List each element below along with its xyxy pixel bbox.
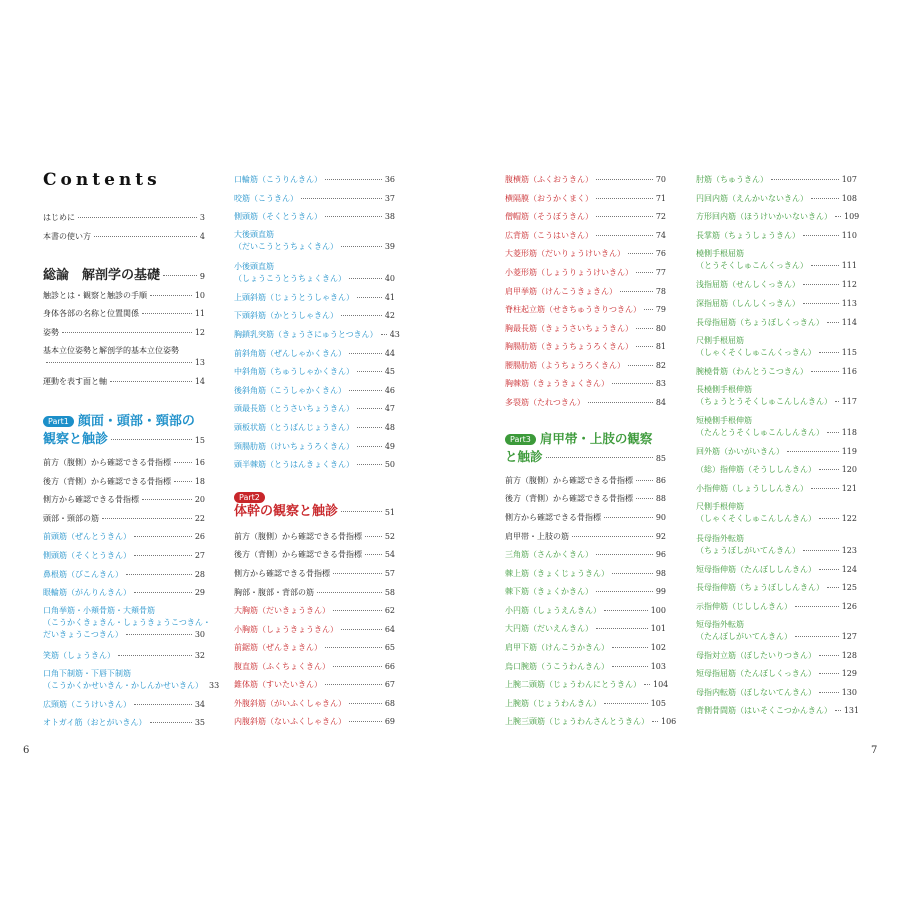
toc-entry[interactable]: 身体各部の名称と位置関係 11 bbox=[43, 309, 205, 318]
toc-entry[interactable]: 頭部・頸部の筋 22 bbox=[43, 514, 205, 523]
toc-entry-muscle[interactable]: 多裂筋（たれつきん） 84 bbox=[505, 398, 666, 407]
part1-badge: Part1 bbox=[43, 416, 74, 427]
toc-entry-muscle[interactable]: 頭板状筋（とうばんじょうきん） 48 bbox=[234, 423, 395, 432]
toc-entry-muscle[interactable]: 棘下筋（きょくかきん） 99 bbox=[505, 587, 666, 596]
toc-entry-muscle[interactable]: 母指対立筋（ぼしたいりつきん） 128 bbox=[696, 651, 857, 660]
toc-entry-muscle[interactable]: 側頭筋（そくとうきん） 27 bbox=[43, 551, 205, 560]
toc-entry-muscle[interactable]: 鼻根筋（びこんきん） 28 bbox=[43, 570, 205, 579]
toc-entry-muscle[interactable]: 腕橈骨筋（わんとうこつきん） 116 bbox=[696, 367, 857, 376]
toc-entry-muscle[interactable]: 広頸筋（こうけいきん） 34 bbox=[43, 700, 205, 709]
toc-entry[interactable]: 運動を表す面と軸 14 bbox=[43, 377, 205, 386]
toc-entry-muscle[interactable]: 腹横筋（ふくおうきん） 70 bbox=[505, 175, 666, 184]
toc-entry[interactable]: 姿勢 12 bbox=[43, 328, 205, 337]
toc-entry-muscle[interactable]: （総）指伸筋（そうししんきん） 120 bbox=[696, 465, 857, 474]
toc-entry-muscle[interactable]: 尺側手根伸筋 （しゃくそくしゅこんしんきん） 122 bbox=[696, 502, 857, 523]
toc-entry-muscle[interactable]: 浅指屈筋（せんしくっきん） 112 bbox=[696, 280, 857, 289]
toc-entry-muscle[interactable]: 広背筋（こうはいきん） 74 bbox=[505, 231, 666, 240]
part2-badge: Part2 bbox=[234, 492, 265, 503]
toc-entry-muscle[interactable]: 胸棘筋（きょうきょくきん） 83 bbox=[505, 379, 666, 388]
toc-entry-muscle[interactable]: 外腹斜筋（がいふくしゃきん） 68 bbox=[234, 699, 395, 708]
toc-entry-muscle[interactable]: 深指屈筋（しんしくっきん） 113 bbox=[696, 299, 857, 308]
toc-entry-muscle[interactable]: 横隔膜（おうかくまく） 71 bbox=[505, 194, 666, 203]
part1-heading[interactable]: Part1 顔面・頭部・頸部の 観察と触診 15 bbox=[43, 414, 205, 447]
toc-entry-muscle[interactable]: 前斜角筋（ぜんしゃかくきん） 44 bbox=[234, 349, 395, 358]
toc-entry-muscle[interactable]: 上腕二頭筋（じょうわんにとうきん） 104 bbox=[505, 680, 669, 689]
toc-entry-muscle[interactable]: 口輪筋（こうりんきん） 36 bbox=[234, 175, 395, 184]
toc-entry-muscle[interactable]: 頭半棘筋（とうはんきょくきん） 50 bbox=[234, 460, 395, 469]
toc-entry-muscle[interactable]: 側頭筋（そくとうきん） 38 bbox=[234, 212, 395, 221]
toc-entry-muscle[interactable]: 三角筋（さんかくきん） 96 bbox=[505, 550, 666, 559]
toc-entry[interactable]: 前方（腹側）から確認できる骨指標 86 bbox=[505, 476, 666, 485]
toc-entry-muscle[interactable]: 口角挙筋・小頬骨筋・大頬骨筋 （こうかくきょきん・しょうきょうこつきん・ だいきょうこつきん） 30 bbox=[43, 606, 211, 639]
toc-entry[interactable]: 前方（腹側）から確認できる骨指標 52 bbox=[234, 532, 395, 541]
toc-entry-muscle[interactable]: オトガイ筋（おとがいきん） 35 bbox=[43, 718, 205, 727]
toc-entry-muscle[interactable]: 胸鎖乳突筋（きょうさにゅうとつきん） 43 bbox=[234, 330, 400, 339]
toc-entry-muscle[interactable]: 上頭斜筋（じょうとうしゃきん） 41 bbox=[234, 293, 395, 302]
toc-entry-muscle[interactable]: 腰腸肋筋（ようちょうろくきん） 82 bbox=[505, 361, 666, 370]
contents-title: Contents bbox=[43, 170, 161, 190]
toc-entry-muscle[interactable]: 脊柱起立筋（せきちゅうきりつきん） 79 bbox=[505, 305, 666, 314]
toc-entry-muscle[interactable]: 肘筋（ちゅうきん） 107 bbox=[696, 175, 857, 184]
toc-entry-muscle[interactable]: 方形回内筋（ほうけいかいないきん） 109 bbox=[696, 212, 860, 221]
toc-entry-muscle[interactable]: 小胸筋（しょうきょうきん） 64 bbox=[234, 625, 395, 634]
toc-entry-muscle[interactable]: 腹直筋（ふくちょくきん） 66 bbox=[234, 662, 395, 671]
toc-entry-muscle[interactable]: 上腕三頭筋（じょうわんさんとうきん） 106 bbox=[505, 717, 677, 726]
toc-entry-muscle[interactable]: 後斜角筋（こうしゃかくきん） 46 bbox=[234, 386, 395, 395]
toc-entry-muscle[interactable]: 長母指屈筋（ちょうぼしくっきん） 114 bbox=[696, 318, 857, 327]
toc-entry-muscle[interactable]: 小指伸筋（しょうししんきん） 121 bbox=[696, 484, 857, 493]
toc-entry[interactable]: 触診とは・観察と触診の手順 10 bbox=[43, 291, 205, 300]
toc-entry-muscle[interactable]: 小後頭直筋 （しょうこうとうちょくきん） 40 bbox=[234, 262, 395, 283]
toc-entry-muscle[interactable]: 尺側手根屈筋 （しゃくそくしゅこんくっきん） 115 bbox=[696, 336, 857, 357]
toc-entry-muscle[interactable]: 肩甲挙筋（けんこうきょきん） 78 bbox=[505, 287, 666, 296]
toc-entry-muscle[interactable]: 短母指屈筋（たんぼしくっきん） 129 bbox=[696, 669, 857, 678]
toc-entry[interactable]: はじめに 3 bbox=[43, 213, 205, 222]
toc-entry-muscle[interactable]: 頸腸肋筋（けいちょうろくきん） 49 bbox=[234, 442, 395, 451]
toc-entry-muscle[interactable]: 小円筋（しょうえんきん） 100 bbox=[505, 606, 666, 615]
toc-entry-muscle[interactable]: 短母指外転筋 （たんぼしがいてんきん） 127 bbox=[696, 620, 857, 641]
toc-entry-muscle[interactable]: 烏口腕筋（うこうわんきん） 103 bbox=[505, 662, 666, 671]
toc-entry-muscle[interactable]: 咬筋（こうきん） 37 bbox=[234, 194, 395, 203]
toc-entry-muscle[interactable]: 大円筋（だいえんきん） 101 bbox=[505, 624, 666, 633]
toc-entry[interactable]: 基本立位姿勢と解剖学的基本立位姿勢 13 bbox=[43, 346, 205, 367]
toc-entry[interactable]: 本書の使い方 4 bbox=[43, 232, 205, 241]
toc-entry[interactable]: 後方（背側）から確認できる骨指標 18 bbox=[43, 477, 205, 486]
toc-entry-muscle[interactable]: 棘上筋（きょくじょうきん） 98 bbox=[505, 569, 666, 578]
toc-entry-muscle[interactable]: 頭最長筋（とうさいちょうきん） 47 bbox=[234, 404, 395, 413]
toc-entry-muscle[interactable]: 大後頭直筋 （だいこうとうちょくきん） 39 bbox=[234, 230, 395, 251]
toc-entry-muscle[interactable]: 大菱形筋（だいりょうけいきん） 76 bbox=[505, 249, 666, 258]
toc-entry-muscle[interactable]: 長掌筋（ちょうしょうきん） 110 bbox=[696, 231, 857, 240]
toc-entry-muscle[interactable]: 回外筋（かいがいきん） 119 bbox=[696, 447, 857, 456]
toc-entry-muscle[interactable]: 長母指外転筋 （ちょうぼしがいてんきん） 123 bbox=[696, 534, 857, 555]
toc-entry[interactable]: 肩甲帯・上肢の筋 92 bbox=[505, 532, 666, 541]
toc-entry-muscle[interactable]: 前頭筋（ぜんとうきん） 26 bbox=[43, 532, 205, 541]
toc-entry[interactable]: 側方から確認できる骨指標 20 bbox=[43, 495, 205, 504]
toc-entry[interactable]: 後方（背側）から確認できる骨指標 54 bbox=[234, 550, 395, 559]
toc-entry-muscle[interactable]: 笑筋（しょうきん） 32 bbox=[43, 651, 205, 660]
page-number-left: 6 bbox=[23, 745, 30, 756]
toc-entry-muscle[interactable]: 胸最長筋（きょうさいちょうきん） 80 bbox=[505, 324, 666, 333]
page-number-right: 7 bbox=[871, 745, 878, 756]
toc-entry-muscle[interactable]: 内腹斜筋（ないふくしゃきん） 69 bbox=[234, 717, 395, 726]
toc-entry-muscle[interactable]: 短橈側手根伸筋 （たんとうそくしゅこんしんきん） 118 bbox=[696, 416, 857, 437]
toc-entry-muscle[interactable]: 示指伸筋（じししんきん） 126 bbox=[696, 602, 857, 611]
toc-entry-muscle[interactable]: 大胸筋（だいきょうきん） 62 bbox=[234, 606, 395, 615]
toc-entry-muscle[interactable]: 橈側手根屈筋 （とうそくしゅこんくっきん） 111 bbox=[696, 249, 857, 270]
toc-entry-muscle[interactable]: 背側骨間筋（はいそくこつかんきん） 131 bbox=[696, 706, 860, 715]
toc-entry-muscle[interactable]: 上腕筋（じょうわんきん） 105 bbox=[505, 699, 666, 708]
toc-entry-muscle[interactable]: 長橈側手根伸筋 （ちょうとうそくしゅこんしんきん） 117 bbox=[696, 385, 857, 406]
toc-entry-muscle[interactable]: 円回内筋（えんかいないきん） 108 bbox=[696, 194, 857, 203]
toc-entry[interactable]: 後方（背側）から確認できる骨指標 88 bbox=[505, 494, 666, 503]
toc-entry-muscle[interactable]: 長母指伸筋（ちょうぼししんきん） 125 bbox=[696, 583, 857, 592]
toc-entry-muscle[interactable]: 肩甲下筋（けんこうかきん） 102 bbox=[505, 643, 666, 652]
toc-entry-muscle[interactable]: 短母指伸筋（たんぼししんきん） 124 bbox=[696, 565, 857, 574]
toc-entry-muscle[interactable]: 僧帽筋（そうぼうきん） 72 bbox=[505, 212, 666, 221]
toc-entry-muscle[interactable]: 前鋸筋（ぜんきょきん） 65 bbox=[234, 643, 395, 652]
part3-badge: Part3 bbox=[505, 434, 536, 445]
toc-entry-muscle[interactable]: 口角下制筋・下唇下制筋 （こうかくかせいきん・かしんかせいきん） 33 bbox=[43, 669, 220, 690]
section-heading-overview[interactable]: 総論 解剖学の基礎 9 bbox=[43, 268, 205, 283]
part2-heading[interactable]: Part2 体幹の観察と触診 51 bbox=[234, 493, 395, 519]
toc-entry-muscle[interactable]: 錐体筋（すいたいきん） 67 bbox=[234, 680, 395, 689]
part3-heading[interactable]: Part3 肩甲帯・上肢の観察 と触診 85 bbox=[505, 431, 666, 464]
toc-entry-muscle[interactable]: 眼輪筋（がんりんきん） 29 bbox=[43, 588, 205, 597]
toc-entry-muscle[interactable]: 小菱形筋（しょうりょうけいきん） 77 bbox=[505, 268, 666, 277]
toc-entry[interactable]: 胸部・腹部・背部の筋 58 bbox=[234, 588, 395, 597]
toc-entry-muscle[interactable]: 中斜角筋（ちゅうしゃかくきん） 45 bbox=[234, 367, 395, 376]
toc-entry[interactable]: 前方（腹側）から確認できる骨指標 16 bbox=[43, 458, 205, 467]
toc-entry[interactable]: 側方から確認できる骨指標 90 bbox=[505, 513, 666, 522]
toc-entry[interactable]: 側方から確認できる骨指標 57 bbox=[234, 569, 395, 578]
toc-entry-muscle[interactable]: 下頭斜筋（かとうしゃきん） 42 bbox=[234, 311, 395, 320]
toc-entry-muscle[interactable]: 母指内転筋（ぼしないてんきん） 130 bbox=[696, 688, 857, 697]
toc-entry-muscle[interactable]: 胸腸肋筋（きょうちょうろくきん） 81 bbox=[505, 342, 666, 351]
